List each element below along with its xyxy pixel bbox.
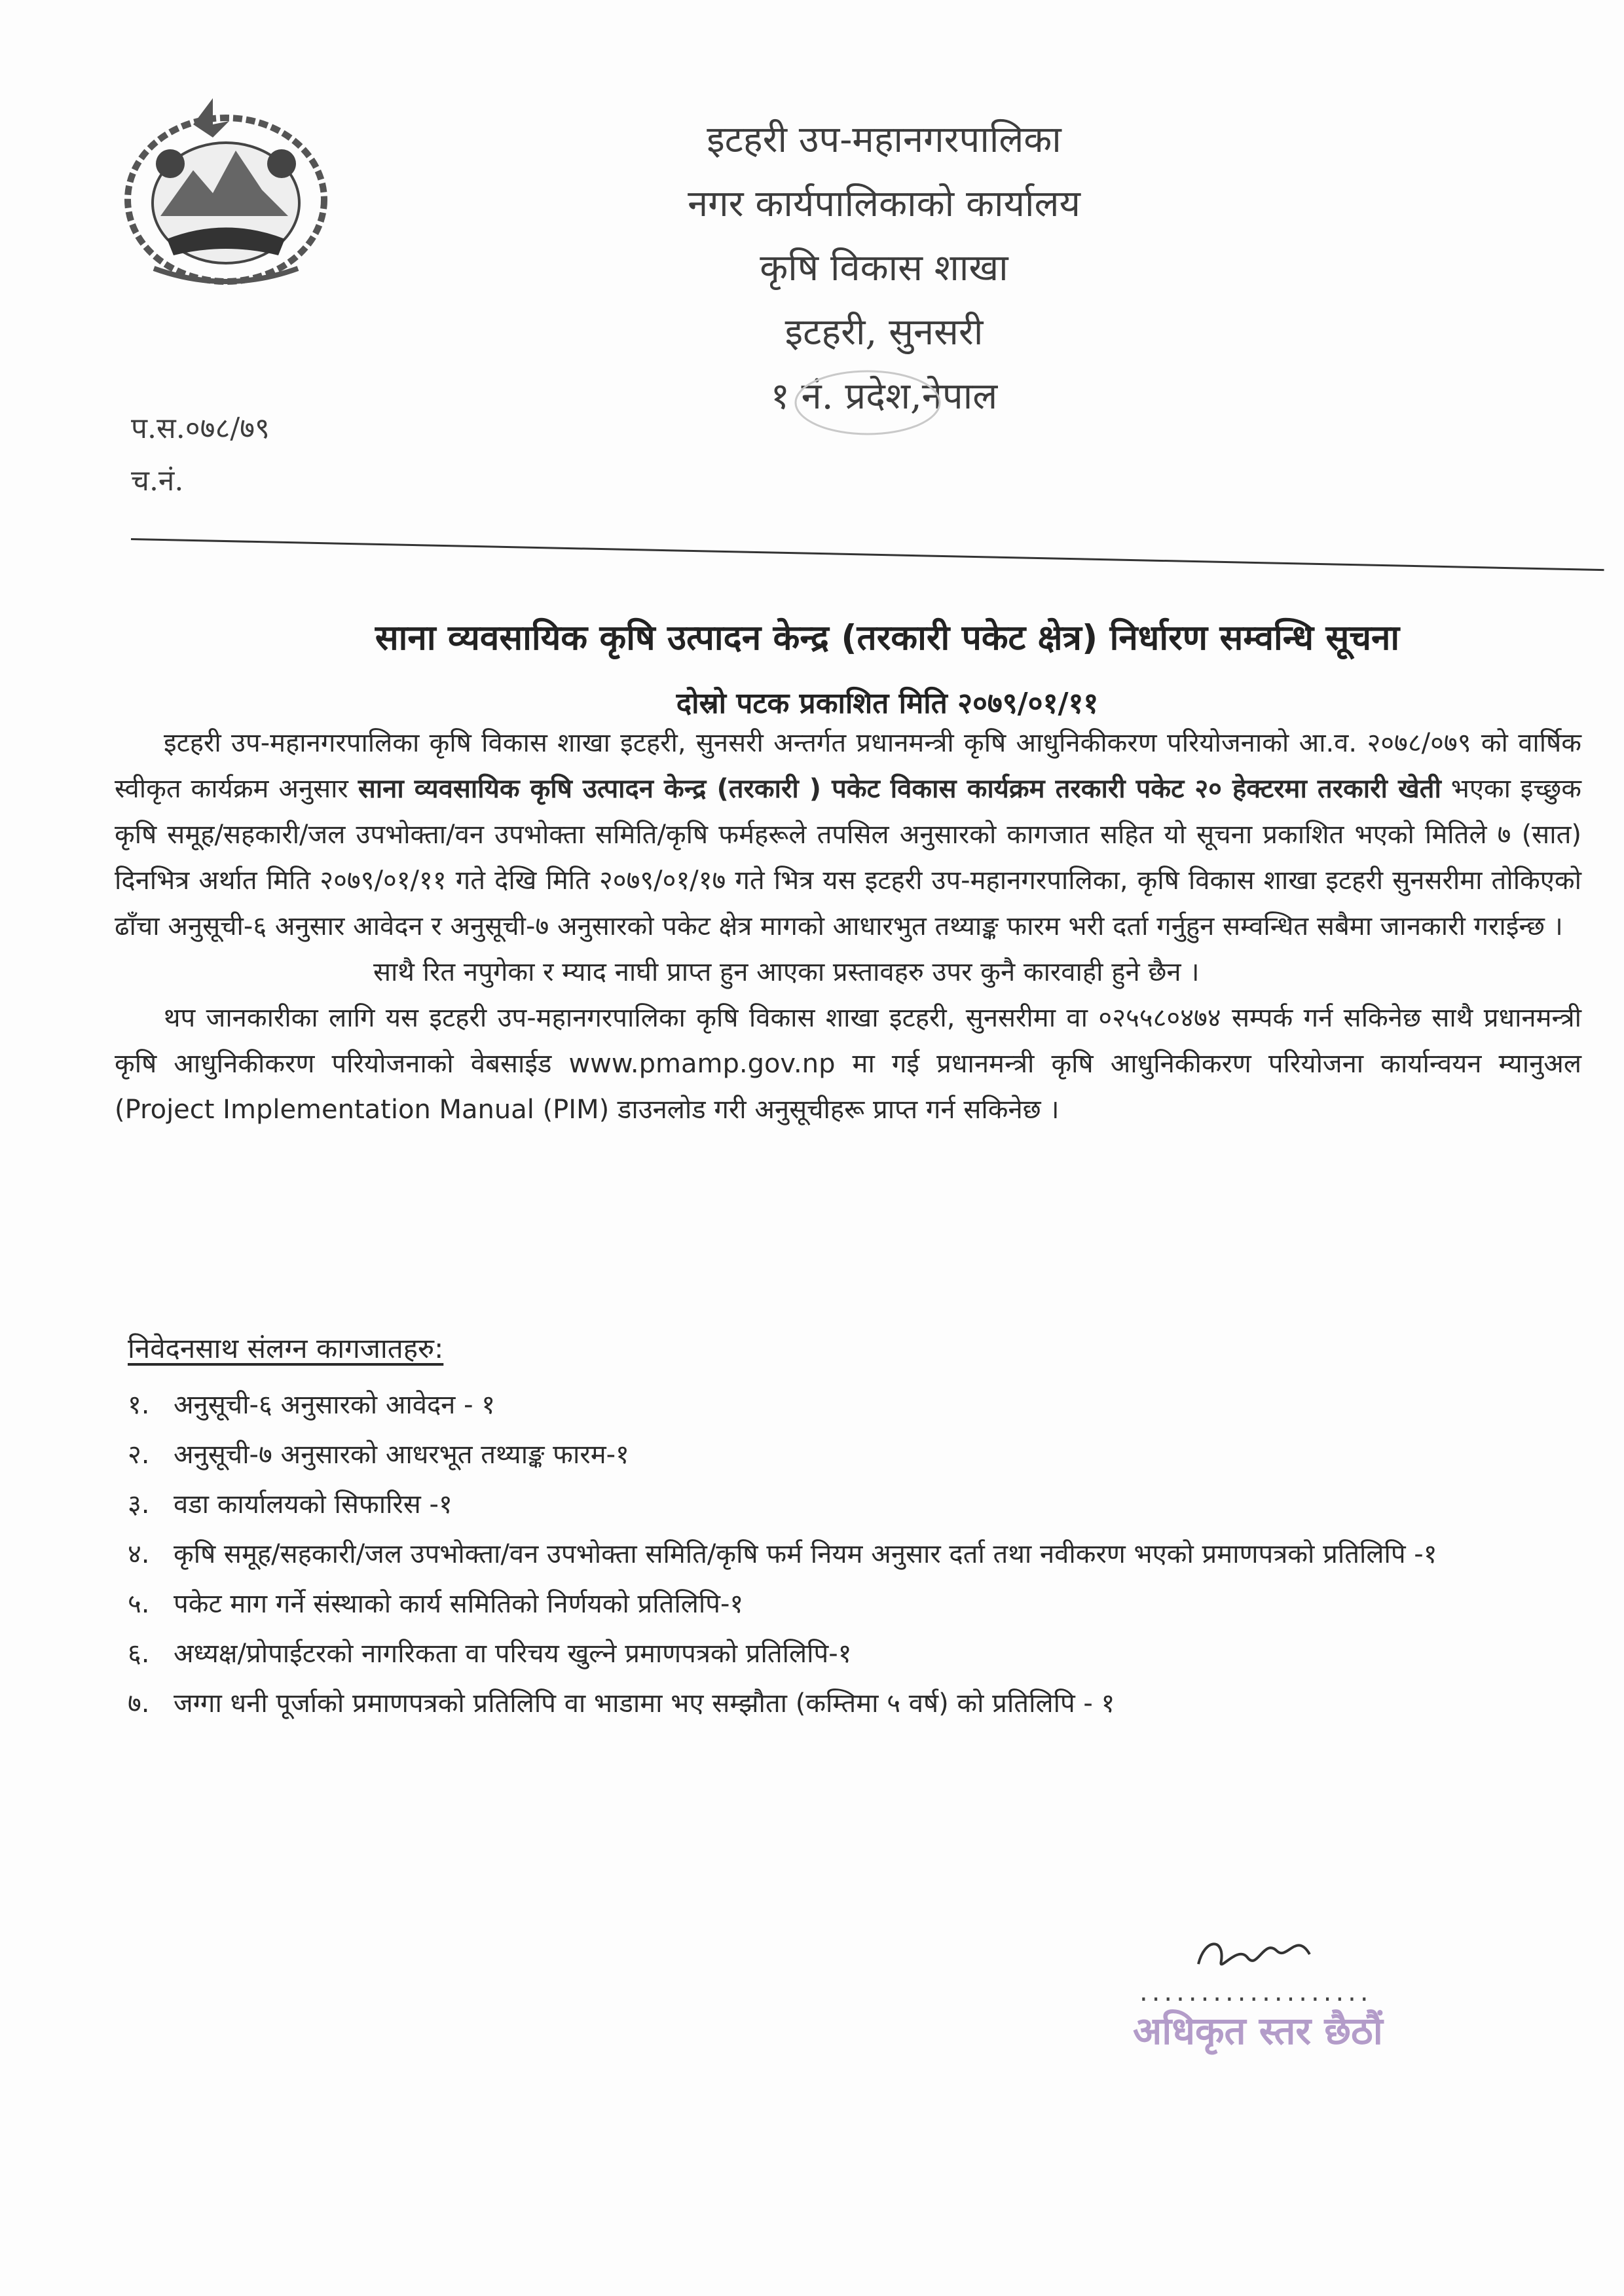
- paragraph-1-intro: इटहरी उप-महानगरपालिका कृषि विकास शाखा इटहरी, सुनसरी अन्तर्गत प्रधानमन्त्री कृषि आधुनिकीकरण परियोजनाको आ.व. २०७८/०७९ को वार्षिक स्वीकृत कार्यक्रम अनुसार: [115, 728, 1581, 804]
- attachment-text: पकेट माग गर्ने संस्थाको कार्य समितिको निर्णयको प्रतिलिपि-१: [174, 1589, 744, 1619]
- attachment-text: अनुसूची-७ अनुसारको आधरभूत तथ्याङ्क फारम-१: [174, 1440, 629, 1470]
- attachment-item: [128, 1431, 1568, 1478]
- body-paragraph-2: साथै रित नपुगेका र म्याद नाघी प्राप्त हुन आएका प्रस्तावहरु उपर कुनै कारवाही हुने छैन ।: [373, 957, 1200, 987]
- office-location: इटहरी, सुनसरी: [784, 311, 984, 354]
- attachment-item: [128, 1630, 1568, 1677]
- body-paragraph-1: [115, 720, 1581, 949]
- office-name: नगर कार्यपालिकाको कार्यालय: [688, 183, 1080, 225]
- attachment-text: वडा कार्यालयको सिफारिस -१: [174, 1489, 452, 1520]
- program-highlight: साना व्यवसायिक कृषि उत्पादन केन्द्र (तरकारी ) पकेट विकास कार्यक्रम तरकारी पकेट २० हेक्टरमा तरकारी खेती: [358, 774, 1441, 804]
- signature-block: [1107, 1925, 1473, 2082]
- attachment-number: ५.: [128, 1589, 150, 1619]
- dispatch-number: च.नं.: [131, 464, 184, 498]
- province-country: १ नं. प्रदेश,नेपाल: [770, 375, 998, 418]
- paragraph-1-rest: भएका इच्छुक कृषि समूह/सहकारी/जल उपभोक्ता/वन उपभोक्ता समिति/कृषि फर्महरूले तपसिल अनुसारको कागजात सहित यो सूचना प्रकाशित भएको मितिले ७ (सात) दिनभित्र अर्थात मिति २०७९/०१/११ गते देखि मिति २०७९/०१/१७ गते भित्र यस इटहरी उप-महानगरपालिका, कृषि विकास शाखा इटहरी सुनसरीमा तोकिएको ढाँचा अनुसूची-६ अनुसार आवेदन र अनुसूची-७ अनुसारको पकेट क्षेत्र मागको आधारभुत तथ्याङ्क फारम भरी दर्ता गर्नुहुन सम्वन्धित सबैमा जानकारी गराईन्छ ।: [115, 774, 1582, 941]
- attachment-item: [128, 1580, 1568, 1628]
- attachment-number: ३.: [128, 1489, 150, 1520]
- attachment-number: ७.: [128, 1688, 150, 1719]
- notice-title: साना व्यवसायिक कृषि उत्पादन केन्द्र (तरकारी पकेट क्षेत्र) निर्धारण सम्वन्धि सूचना: [375, 618, 1400, 658]
- nepal-government-emblem-icon: [115, 85, 337, 295]
- attachment-text: कृषि समूह/सहकारी/जल उपभोक्ता/वन उपभोक्ता समिति/कृषि फर्म नियम अनुसार दर्ता तथा नवीकरण भएको प्रमाणपत्रको प्रतिलिपि -१: [174, 1539, 1437, 1569]
- attachment-number: ६.: [128, 1639, 150, 1669]
- notice-body: [115, 720, 1581, 1133]
- attachment-number: ४.: [128, 1539, 150, 1569]
- attachment-item: [128, 1531, 1568, 1578]
- signature-line: ...................: [1139, 1977, 1373, 2007]
- attachment-item: [128, 1481, 1568, 1528]
- letter-number: प.स.०७८/७९: [131, 412, 270, 445]
- header-divider: [131, 538, 1604, 571]
- reference-block: [131, 403, 270, 507]
- attachment-text: अध्यक्ष/प्रोपाईटरको नागरिकता वा परिचय खुल्ने प्रमाणपत्रको प्रतिलिपि-१: [174, 1639, 852, 1669]
- attachment-number: १.: [128, 1390, 150, 1420]
- faint-stamp-icon: [789, 367, 946, 439]
- attachments-heading: निवेदनसाथ संलग्न कागजातहरु:: [128, 1332, 444, 1364]
- municipality-name: इटहरी उप-महानगरपालिका: [707, 118, 1061, 161]
- branch-name: कृषि विकास शाखा: [760, 247, 1008, 289]
- attachment-item: [128, 1680, 1568, 1727]
- attachment-item: [128, 1381, 1568, 1429]
- attachment-number: २.: [128, 1440, 150, 1470]
- notice-subtitle: दोस्रो पटक प्रकाशित मिति २०७९/०१/११: [676, 687, 1099, 720]
- attachments-list: [128, 1381, 1568, 1730]
- signature-scribble-icon: [1185, 1925, 1329, 1984]
- body-paragraph-3: थप जानकारीका लागि यस इटहरी उप-महानगरपालिका कृषि विकास शाखा इटहरी, सुनसरीमा वा ०२५५८०४७४ सम्पर्क गर्न सकिनेछ साथै प्रधानमन्त्री कृषि आधुनिकीकरण परियोजनाको वेबसाईड www.pmamp.gov.np मा गई प्रधानमन्त्री कृषि आधुनिकीकरण परियोजना कार्यान्वयन म्यानुअल (Project Implementation Manual (PIM) डाउनलोड गरी अनुसूचीहरू प्राप्त गर्न सकिनेछ ।: [115, 1003, 1581, 1125]
- attachment-text: अनुसूची-६ अनुसारको आवेदन - १: [174, 1390, 496, 1420]
- attachment-text: जग्गा धनी पूर्जाको प्रमाणपत्रको प्रतिलिपि वा भाडामा भए सम्झौता (कम्तिमा ५ वर्ष) को प्रतिलिपि - १: [174, 1688, 1115, 1719]
- officer-title-stamp: अधिकृत स्तर छैठौं: [1133, 2009, 1383, 2053]
